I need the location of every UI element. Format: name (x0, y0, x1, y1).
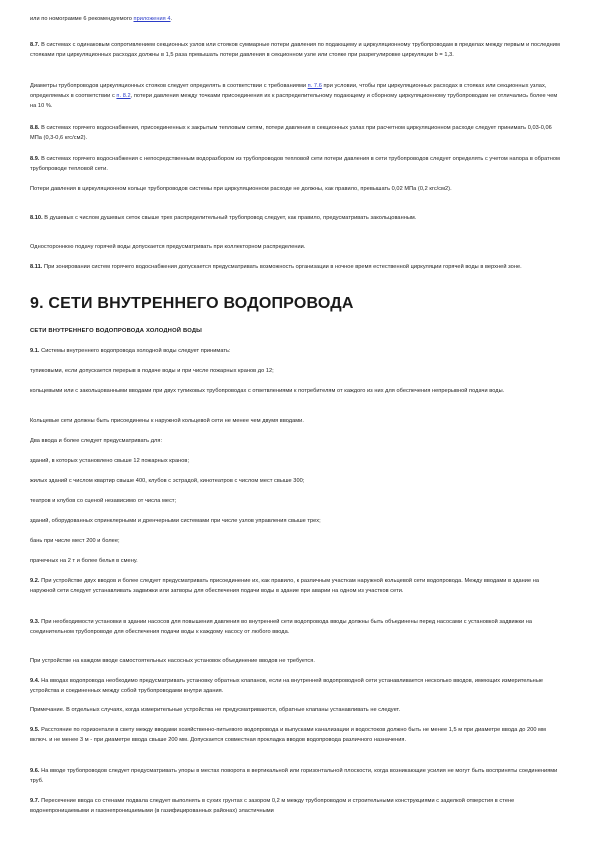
paragraph-diameters (30, 81, 565, 111)
clause-number: 9.3. (30, 619, 40, 625)
paragraph-text: Одностороннюю подачу горячей воды допускается предусматривать при коллекторном распределении. (30, 244, 306, 250)
link-clause-7-6[interactable]: п. 7.6 (307, 83, 322, 89)
section-heading: 9. СЕТИ ВНУТРЕННЕГО ВОДОПРОВОДА (30, 295, 354, 312)
paragraph-text: В душевых с числом душевых сеток свыше трех распределительный трубопровод следует, как правило, предусматривать закольцованным. (42, 215, 417, 221)
paragraph-text: При устройстве двух вводов и более следует предусматривать присоединение их, как правило, к различным участкам наружной кольцевой сети водопровода. Между вводами в здание на наружной сети следует устанавливать задвижки или затворы для обеспечения подачи воды в здание при аварии на одном из участков сети. (30, 578, 540, 594)
paragraph-ring-losses (30, 184, 565, 194)
list-item: театров и клубов со сценой независимо от числа мест; (30, 498, 177, 504)
list-item: Два ввода и более следует предусматривать для: (30, 438, 163, 444)
paragraph-intro (30, 14, 565, 24)
clause-number: 9.4. (30, 678, 40, 684)
clause-number: 9.5. (30, 727, 40, 733)
paragraph-text: Расстояние по горизонтали в свету между вводами хозяйственно-питьевого водопровода и выпусками канализации и водостоков должно быть не менее 1,5 м при диаметре ввода до 200 мм включ. и не менее 3 м - при диаметре ввода свыше 200 мм. Допускается совместная прокладка вводов водопровода различного назначения. (30, 727, 546, 743)
paragraph-text: , потери давления между точками присоединения их к распределительному подающему и сборному циркуляционному трубопроводам не отличались более чем на 10 %. (30, 93, 558, 109)
link-appendix-4[interactable]: приложения 4 (133, 16, 171, 22)
paragraph-8-11 (30, 262, 565, 272)
list-item: прачечных на 2 т и более белья в смену. (30, 558, 138, 564)
clause-number: 9.2. (30, 578, 40, 584)
clause-number: 8.10. (30, 215, 43, 221)
list-item: бань при числе мест 200 и более; (30, 538, 120, 544)
paragraph-9-1 (30, 346, 565, 356)
paragraph-text: В системах горячего водоснабжения, присоединенных к закрытым тепловым сетям, потери давления в секционных узлах при расчетном циркуляционном расходе следует принимать 0,03-0,06 МПа (0,3-0,6 кгс/см2). (30, 125, 552, 141)
paragraph-8-9 (30, 154, 565, 174)
list-item: жилых зданий с числом квартир свыше 400, клубов с эстрадой, кинотеатров с числом мест свыше 300; (30, 478, 305, 484)
clause-number: 8.8. (30, 125, 40, 131)
list-item: тупиковыми, если допускается перерыв в подаче воды и при числе пожарных кранов до 12; (30, 368, 274, 374)
paragraph-text: При зонировании систем горячего водоснабжения допускается предусматривать возможность организации в ночное время естественной циркуляции горячей воды в верхней зоне. (42, 264, 522, 270)
paragraph-text: В системах горячего водоснабжения с непосредственным водоразбором из трубопроводов тепловой сети потери давления в сети трубопроводов следует определять с учетом напора в обратном трубопроводе тепловой сети. (30, 156, 560, 172)
paragraph-text: На вводе трубопроводов следует предусматривать упоры в местах поворота в вертикальной или горизонтальной плоскости, когда возникающие усилия не могут быть восприняты соединениями труб. (30, 768, 558, 784)
list-item: Кольцевые сети должны быть присоединены к наружной кольцевой сети не менее чем двумя вводами. (30, 418, 304, 424)
paragraph-tail: . (170, 16, 173, 22)
paragraph-text: Пересечение ввода со стенами подвала следует выполнять в сухих грунтах с зазором 0,2 м между трубопроводом и строительными конструкциями с заделкой отверстия в стене водонепроницаемыми и газонепроницаемыми (в газифицированных районах) эластичными (30, 798, 515, 814)
paragraph-text: при условии, чтобы при циркуляционных расходах в стояках или секционных узлах, определяемых в соответствии с (30, 83, 547, 99)
paragraph-9-7 (30, 796, 565, 816)
paragraph-9-3 (30, 617, 565, 637)
paragraph-text: Системы внутреннего водопровода холодной воды следует принимать: (39, 348, 231, 354)
subsection-heading: СЕТИ ВНУТРЕННЕГО ВОДОПРОВОДА ХОЛОДНОЙ ВОДЫ (30, 328, 203, 334)
paragraph-separate-pumps (30, 656, 565, 666)
paragraph-9-5 (30, 725, 565, 745)
clause-number: 8.11. (30, 264, 43, 270)
paragraph-one-way-supply (30, 242, 565, 252)
clause-number: 8.9. (30, 156, 40, 162)
paragraph-text: На вводах водопровода необходимо предусматривать установку обратных клапанов, если на внутренней водопроводной сети устанавливается несколько вводов, имеющих измерительные устройства и соединенных между собой трубопроводами внутри здания. (30, 678, 544, 694)
clause-number: 9.1. (30, 348, 40, 354)
paragraph-8-8 (30, 123, 565, 143)
clause-number: 9.6. (30, 768, 40, 774)
list-item: кольцевыми или с закольцованными вводами при двух тупиковых трубопроводах с ответвлениями к потребителям от каждого из них для обеспечения непрерывной подачи воды. (30, 388, 505, 394)
clause-number: 9.7. (30, 798, 40, 804)
paragraph-9-6 (30, 766, 565, 786)
paragraph-9-2 (30, 576, 565, 596)
paragraph-text: В системах с одинаковым сопротивлением секционных узлов или стояков суммарные потери давления по подающему и циркуляционному трубопроводам в пределах между первым и последним стояками при циркуляционных расходах должны в 1,5 раза превышать потери давления в секционном узле или стояке при разрегулировке циркуляции b = 1,3. (30, 42, 560, 58)
paragraph-text: или по номограмме 6 рекомендуемого (30, 16, 134, 22)
link-clause-8-2[interactable]: п. 8.2 (116, 93, 131, 99)
paragraph-text: Примечание. В отдельных случаях, когда измерительные устройства не предусматриваются, обратные клапаны устанавливать не следует. (30, 707, 401, 713)
paragraph-note (30, 705, 565, 715)
paragraph-text: При необходимости установки в здании насосов для повышения давления во внутренней сети водопровода вводы должны быть объединены перед насосами с установкой задвижки на соединительном трубопроводе для обеспечения подачи воды к каждому насосу от любого ввода. (30, 619, 533, 635)
list-item: зданий, оборудованных спринклерными и дренчерными системами при числе узлов управления свыше трех; (30, 518, 321, 524)
paragraph-8-7 (30, 40, 565, 60)
paragraph-9-4 (30, 676, 565, 696)
paragraph-text: Диаметры трубопроводов циркуляционных стояков следует определять в соответствии с требованиями (30, 83, 308, 89)
paragraph-text: Потери давления в циркуляционном кольце трубопроводов системы при циркуляционном расходе не должны, как правило, превышать 0,02 МПа (0,2 кгс/см2). (30, 186, 452, 192)
paragraph-text: При устройстве на каждом вводе самостоятельных насосных установок объединение вводов не требуется. (30, 658, 315, 664)
clause-number: 8.7. (30, 42, 40, 48)
paragraph-8-10 (30, 213, 565, 223)
list-item: зданий, в которых установлено свыше 12 пожарных кранов; (30, 458, 190, 464)
